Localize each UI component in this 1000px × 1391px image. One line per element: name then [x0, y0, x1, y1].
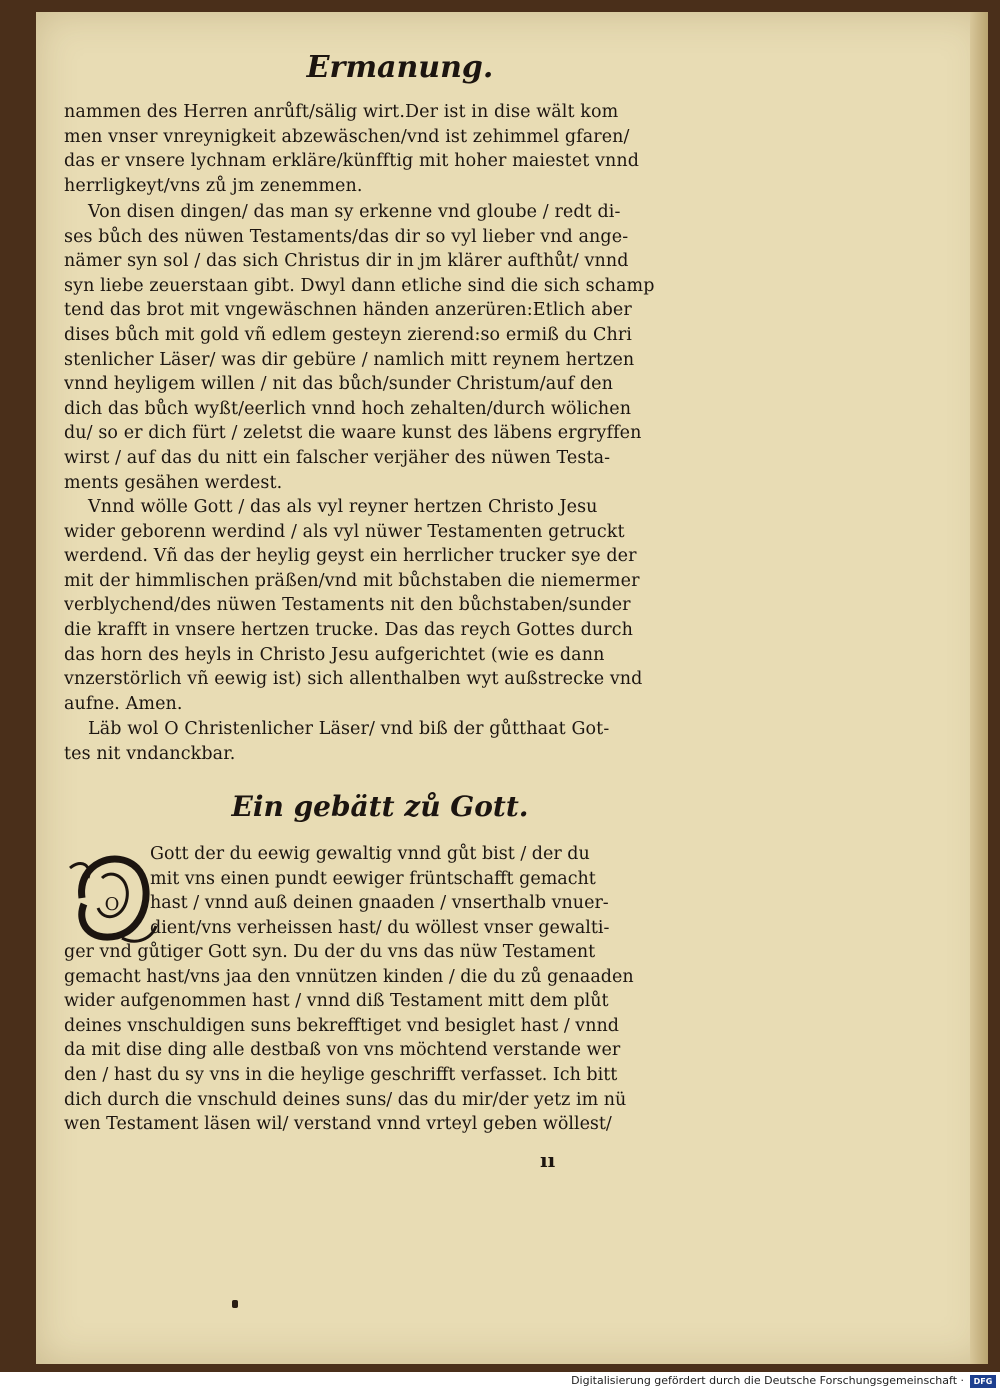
paragraph-3: [64, 495, 714, 716]
text-line: das horn des heyls in Christo Jesu aufgerichtet (wie es dann: [64, 644, 605, 665]
ink-speck: [232, 1300, 238, 1308]
paragraph-4: [64, 717, 714, 766]
prayer-body: [64, 940, 714, 1137]
page-edge: [970, 12, 988, 1364]
text-line: deines vnschuldigen suns bekrefftiget vnd besiglet hast / vnnd: [64, 1015, 619, 1036]
text-line: dient/vns verheissen hast/ du wöllest vnser gewalti-: [150, 917, 610, 938]
prayer-opening-lines: [150, 842, 670, 940]
text-line: Von disen dingen/ das man sy erkenne vnd gloube / redt di-: [88, 202, 621, 222]
text-line: dich das bůch wyßt/eerlich vnnd hoch zehalten/durch wölichen: [64, 398, 632, 419]
prayer-heading: Ein gebätt zů Gott.: [231, 790, 529, 823]
text-line: men vnser vnreynigkeit abzewäschen/vnd ist zehimmel gfaren/: [64, 126, 630, 147]
paragraph-2: [64, 200, 714, 495]
decorated-initial: [62, 838, 162, 948]
text-line: syn liebe zeuerstaan gibt. Dwyl dann etliche sind die sich schamp: [64, 275, 655, 296]
text-line: die krafft in vnsere hertzen trucke. Das das reych Gottes durch: [64, 619, 633, 640]
running-head: Ermanung.: [306, 50, 494, 85]
initial-letter: O: [104, 894, 120, 915]
text-line: dises bůch mit gold vñ edlem gesteyn zierend:so ermiß du Chri: [64, 324, 632, 345]
text-line: ments gesähen werdest.: [64, 472, 283, 493]
text-line: wirst / auf das du nitt ein falscher verjäher des nüwen Testa-: [64, 447, 611, 468]
signature-mark: ıı: [540, 1148, 556, 1172]
text-line: herrligkeyt/vns zů jm zenemmen.: [64, 175, 363, 196]
text-line: das er vnsere lychnam erkläre/künfftig mit hoher maiestet vnnd: [64, 151, 640, 172]
text-line: wen Testament läsen wil/ verstand vnnd vrteyl geben wöllest/: [64, 1114, 612, 1135]
text-line: gemacht hast/vns jaa den vnnützen kinden / die du zů genaaden: [64, 966, 634, 987]
text-line: wider geborenn werdind / als vyl nüwer Testamenten getruckt: [64, 521, 625, 542]
text-line: da mit dise ding alle destbaß von vns möchtend verstande wer: [64, 1040, 621, 1061]
text-line: Läb wol O Christenlicher Läser/ vnd biß der gůtthaat Got-: [88, 719, 610, 739]
text-line: nämer syn sol / das sich Christus dir in jm klärer aufthůt/ vnnd: [64, 251, 629, 272]
text-line: Vnnd wölle Gott / das als vyl reyner hertzen Christo Jesu: [88, 497, 598, 517]
paragraph-1: [64, 100, 714, 198]
text-line: verblychend/des nüwen Testaments nit den bůchstaben/sunder: [64, 595, 631, 616]
text-line: ger vnd gůtiger Gott syn. Du der du vns das nüw Testament: [64, 942, 596, 962]
text-line: vnzerstörlich vñ eewig ist) sich allenthalben wyt außstrecke vnd: [64, 669, 643, 690]
text-line: mit vns einen pundt eewiger früntschafft gemacht: [150, 868, 596, 889]
digitization-credit: Digitalisierung gefördert durch die Deutsche Forschungsgemeinschaft ·: [571, 1374, 964, 1387]
text-line: du/ so er dich fürt / zeletst die waare kunst des läbens ergryffen: [64, 423, 642, 444]
text-line: dich durch die vnschuld deines suns/ das du mir/der yetz im nü: [64, 1089, 627, 1110]
text-line: Gott der du eewig gewaltig vnnd gůt bist / der du: [150, 844, 590, 864]
text-line: werdend. Vñ das der heylig geyst ein herrlicher trucker sye der: [64, 546, 637, 567]
text-line: wider aufgenommen hast / vnnd diß Testament mitt dem plůt: [64, 991, 609, 1012]
text-line: den / hast du sy vns in die heylige geschrifft verfasset. Ich bitt: [64, 1064, 618, 1085]
text-line: nammen des Herren anrůft/sälig wirt.Der ist in dise wält kom: [64, 102, 619, 122]
text-line: tes nit vndanckbar.: [64, 743, 236, 764]
text-line: stenlicher Läser/ was dir gebüre / namlich mitt reynem hertzen: [64, 349, 635, 370]
text-line: aufne. Amen.: [64, 693, 183, 714]
dfg-logo: DFG: [970, 1375, 996, 1388]
text-line: vnnd heyligem willen / nit das bůch/sunder Christum/auf den: [64, 374, 613, 395]
text-line: tend das brot mit vngewäschnen händen anzerüren:Etlich aber: [64, 300, 632, 321]
footer-bar: [0, 1372, 1000, 1391]
text-line: hast / vnnd auß deinen gnaaden / vnserthalb vnuer-: [150, 893, 609, 914]
text-line: ses bůch des nüwen Testaments/das dir so vyl lieber vnd ange-: [64, 226, 629, 247]
text-line: mit der himmlischen präßen/vnd mit bůchstaben die niemermer: [64, 570, 640, 591]
